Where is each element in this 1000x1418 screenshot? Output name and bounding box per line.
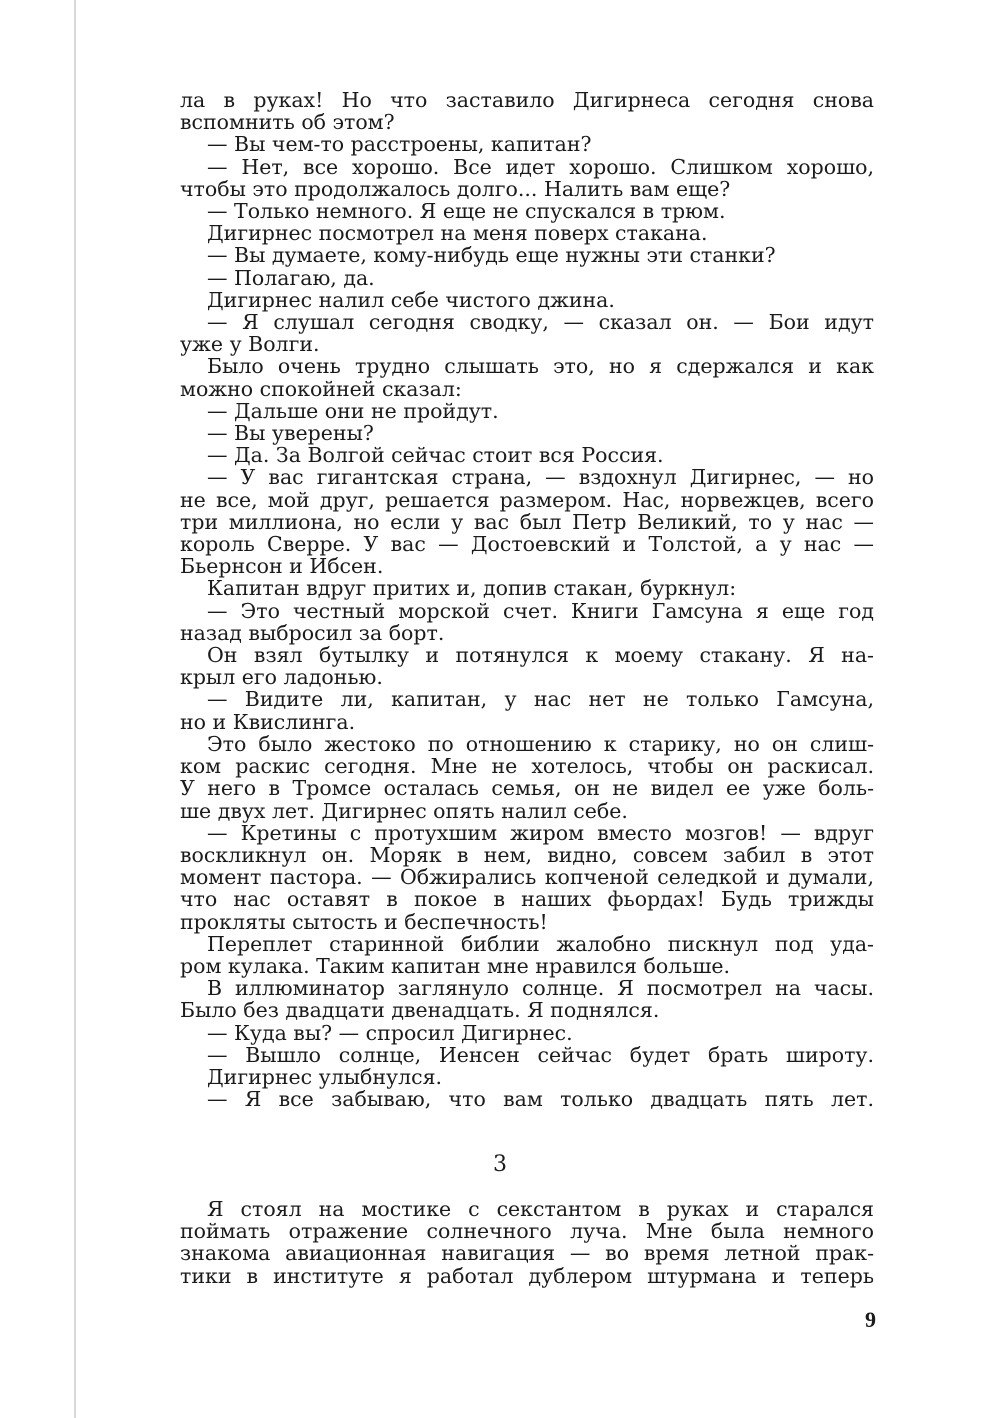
text-line: крыл его ладонью. (180, 665, 383, 690)
text-line: — У вас гигантская страна, — вздохнул Дигирнес, — но (207, 465, 874, 490)
text-line: — Вы чем-то расстроены, капитан? (207, 132, 592, 157)
main-text (180, 89, 874, 1110)
text-line: Дигирнес посмотрел на меня поверх стакана. (207, 221, 708, 246)
text-line: вспомнить об этом? (180, 110, 395, 135)
text-line: чтобы это продолжалось долго... Налить вам еще? (180, 176, 731, 201)
text-line: — Кретины с протухшим жиром вместо мозгов! — вдруг (207, 820, 874, 845)
text-line: Он взял бутылку и потянулся к моему стакану. Я на- (207, 643, 874, 668)
text-line: но и Квислинга. (180, 709, 356, 734)
text-line: ше двух лет. Дигирнес опять налил себе. (180, 798, 628, 823)
text-line: момент пастора. — Обжирались копченой селедкой и думали, (180, 865, 874, 890)
text-line: воскликнул он. Моряк в нем, видно, совсем забил в этот (180, 842, 874, 867)
text-line: ром кулака. Таким капитан мне нравился больше. (180, 953, 731, 978)
text-line: три миллиона, но если у вас был Петр Великий, то у нас — (180, 509, 874, 534)
text-line: — Дальше они не пройдут. (207, 398, 499, 423)
text-line: знакома авиационная навигация — во время летной прак- (180, 1241, 874, 1266)
text-line: — Я слушал сегодня сводку, — сказал он. — Бои идут (207, 310, 874, 335)
text-line: Это было жестоко по отношению к старику, но он слиш- (207, 731, 874, 756)
text-line: прокляты сытость и беспечность! (180, 909, 548, 934)
text-line: поймать отражение солнечного луча. Мне была немного (180, 1219, 874, 1244)
page-edge (74, 0, 76, 1418)
text-line: что нас оставят в покое в наших фьордах! Будь трижды (180, 887, 874, 912)
text-line: — Да. За Волгой сейчас стоит вся Россия. (207, 443, 664, 468)
text-line: — Вы уверены? (207, 421, 374, 446)
text-line: ла в руках! Но что заставило Дигирнеса сегодня снова (180, 88, 874, 112)
text-line: — Нет, все хорошо. Все идет хорошо. Слишком хорошо, (207, 154, 874, 179)
text-line: — Только немного. Я еще не спускался в трюм. (207, 199, 726, 224)
text-line: Я стоял на мостике с секстантом в руках и старался (207, 1197, 874, 1221)
text-line: — Вы думаете, кому-нибудь еще нужны эти станки? (207, 243, 776, 268)
text-line: — Полагаю, да. (207, 265, 375, 290)
text-line: — Я все забываю, что вам только двадцать пять лет. (207, 1087, 874, 1112)
text-line: уже у Волги. (180, 332, 320, 357)
text-line: Переплет старинной библии жалобно пискнул под уда- (207, 931, 874, 956)
text-line: — Это честный морской счет. Книги Гамсуна я еще год (207, 598, 874, 623)
text-line: Было очень трудно слышать это, но я сдержался и как (207, 354, 874, 379)
text-line: У него в Тромсе осталась семья, он не видел ее уже боль- (180, 776, 874, 801)
text-line: В иллюминатор заглянуло солнце. Я посмотрел на часы. (207, 976, 874, 1001)
text-line: можно спокойней сказал: (180, 376, 462, 401)
text-line: Дигирнес налил себе чистого джина. (207, 287, 615, 312)
section-number: 3 (493, 1152, 507, 1177)
section-text (180, 1198, 874, 1287)
text-line: назад выбросил за борт. (180, 620, 445, 645)
text-line: не все, мой друг, решается размером. Нас, норвежцев, всего (180, 487, 874, 512)
text-line: тики в институте я работал дублером штурмана и теперь (180, 1263, 874, 1288)
text-line: Дигирнес улыбнулся. (207, 1064, 443, 1089)
text-line: — Вышло солнце, Иенсен сейчас будет брать широту. (207, 1042, 874, 1067)
text-line: ком раскис сегодня. Мне не хотелось, чтобы он раскисал. (180, 754, 874, 779)
text-line: Было без двадцати двенадцать. Я поднялся. (180, 998, 660, 1023)
page-number: 9 (865, 1307, 876, 1332)
text-line: — Видите ли, капитан, у нас нет не только Гамсуна, (207, 687, 874, 712)
text-line: король Сверре. У вас — Достоевский и Толстой, а у нас — (180, 532, 874, 557)
text-line: — Куда вы? — спросил Дигирнес. (207, 1020, 573, 1045)
text-line: Бьернсон и Ибсен. (180, 554, 384, 579)
text-line: Капитан вдруг притих и, допив стакан, буркнул: (207, 576, 737, 601)
